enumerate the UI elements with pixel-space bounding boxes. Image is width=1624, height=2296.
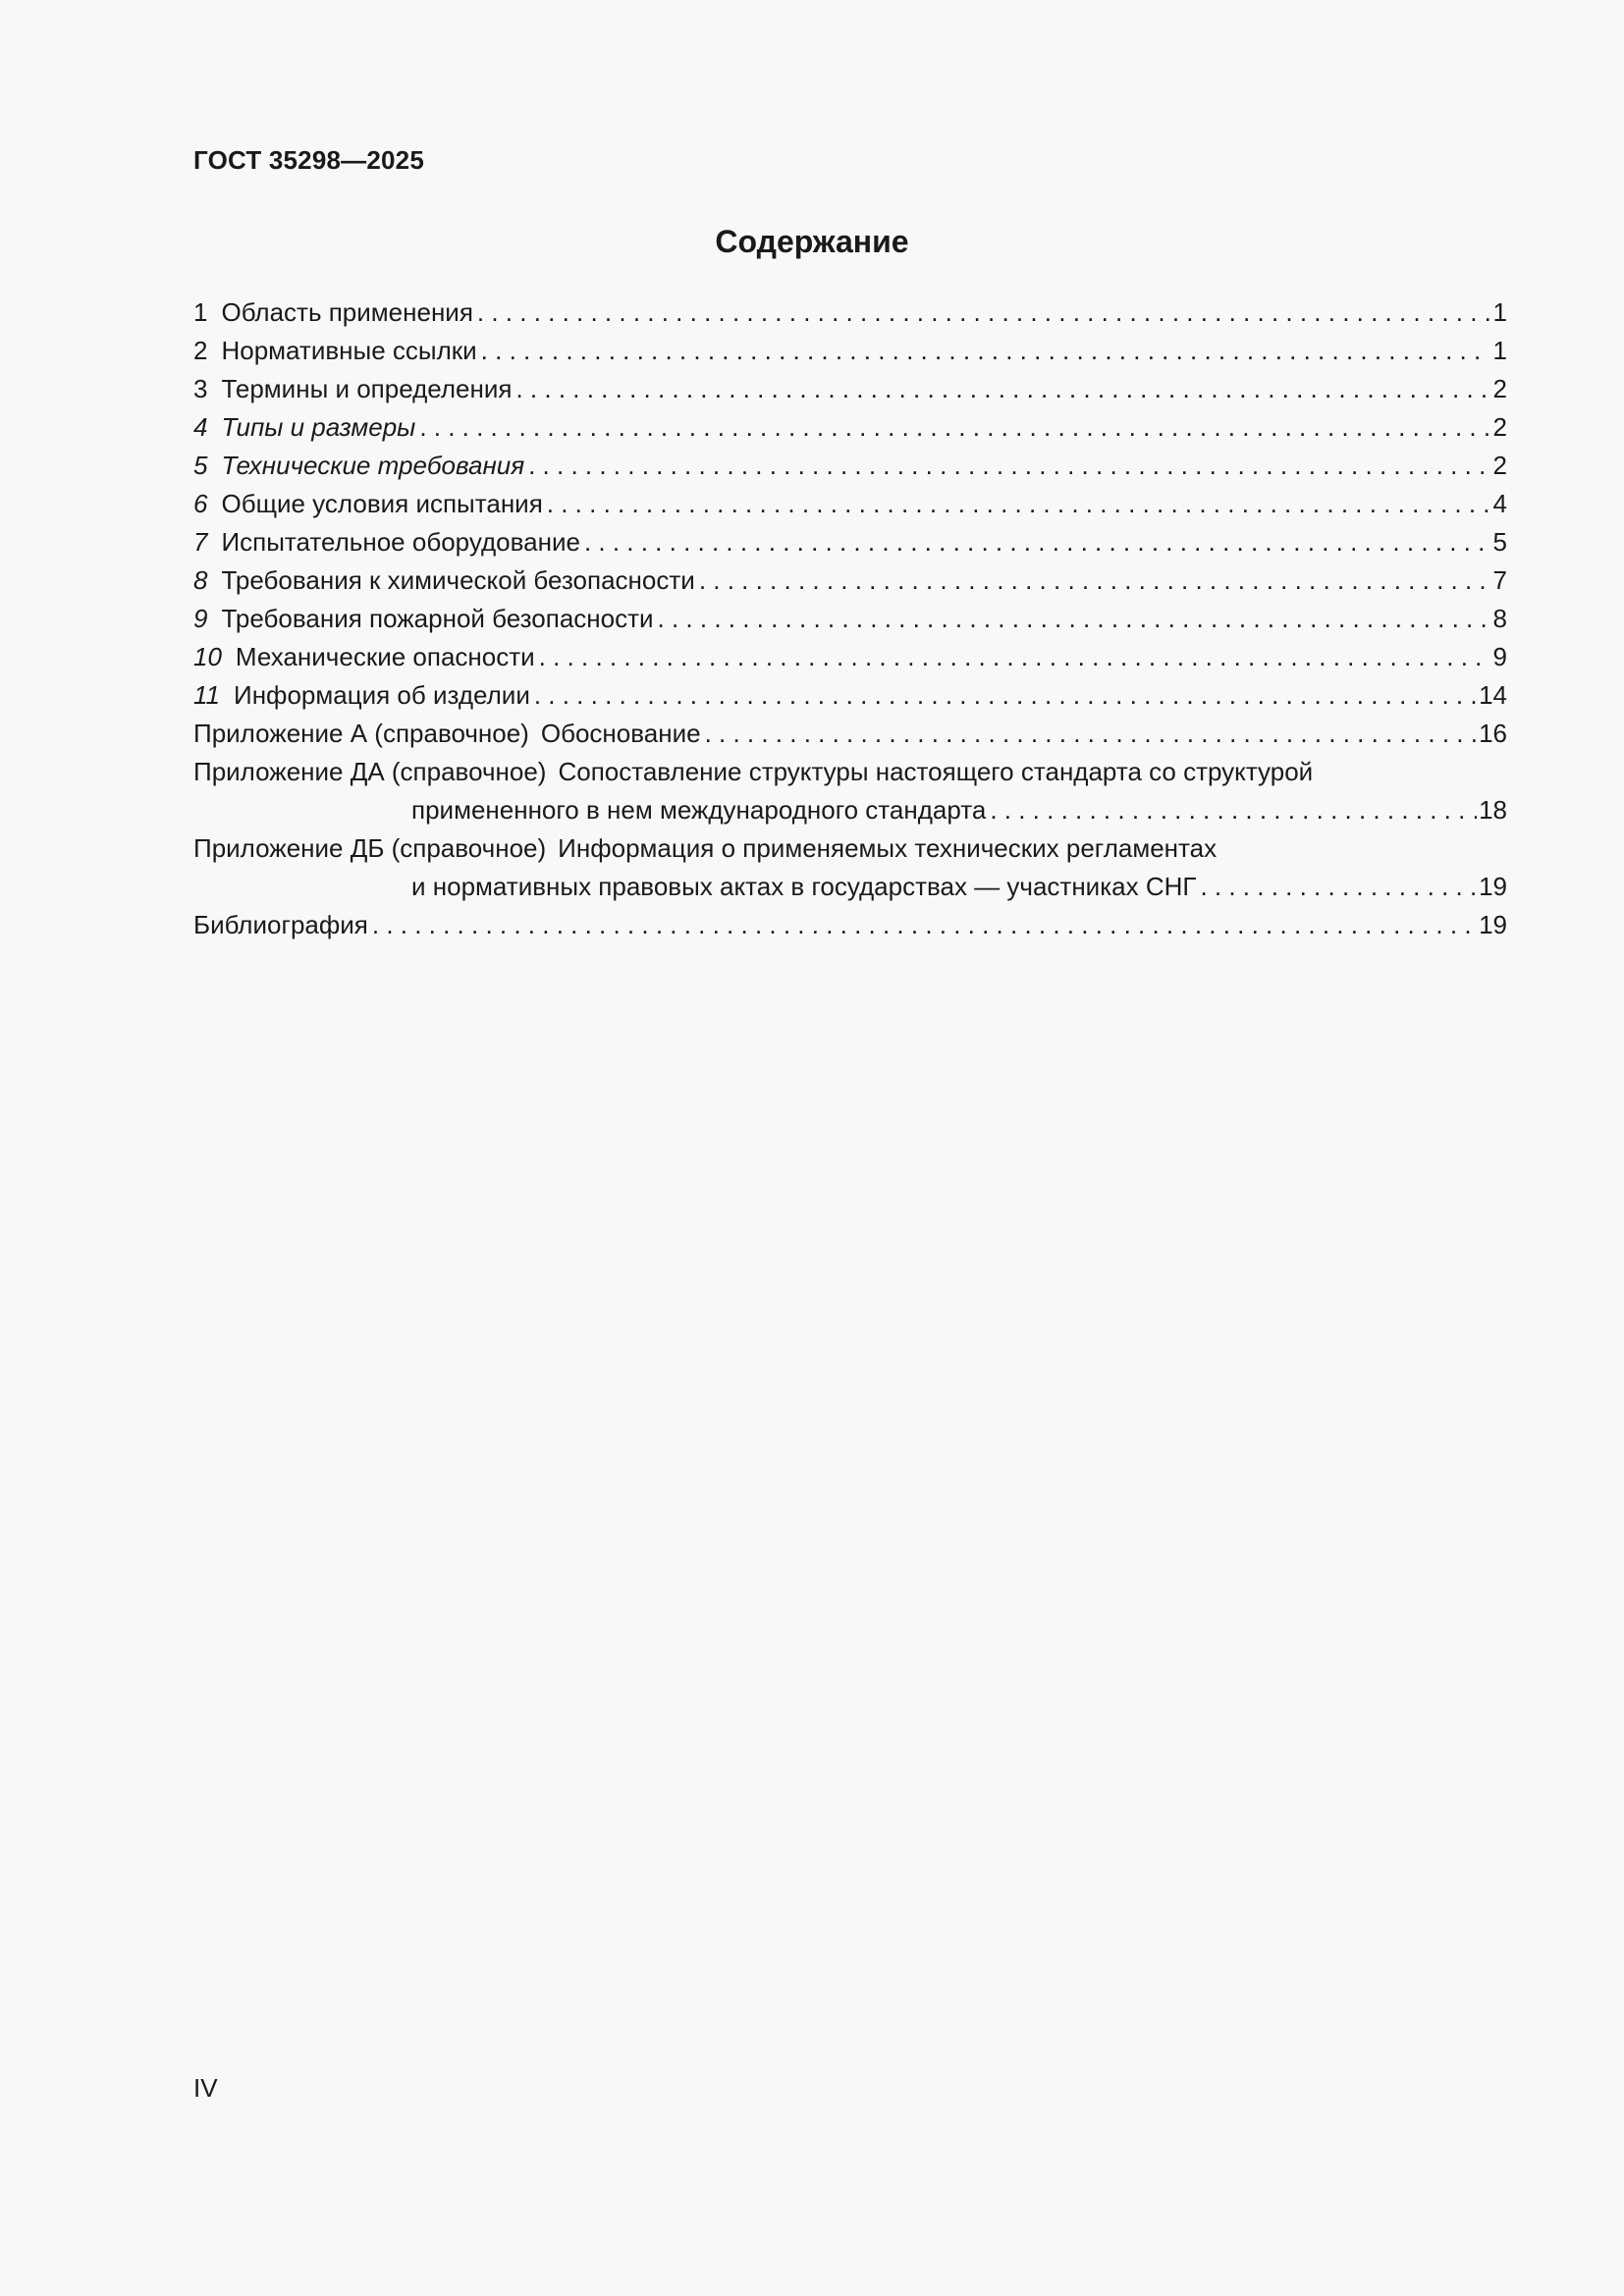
toc-appendix-da[interactable] [193, 749, 1507, 787]
appendix-page: 16 [1479, 719, 1507, 748]
toc-entry-3[interactable] [193, 366, 1507, 404]
toc-entry-4[interactable] [193, 404, 1507, 443]
toc-entry-number: 7 [193, 527, 208, 557]
toc-entry-page: 1 [1492, 336, 1507, 365]
toc-appendix-a[interactable] [193, 711, 1507, 749]
appendix-title-line1: Информация о применяемых технических регламентах [558, 833, 1218, 863]
dot-leader [699, 565, 1489, 596]
toc-appendix-da-continued[interactable] [193, 787, 1507, 826]
toc-entry-title: Общие условия испытания [221, 489, 543, 518]
appendix-page: 18 [1479, 795, 1507, 825]
toc-entry-2[interactable] [193, 328, 1507, 366]
toc-entry-page: 4 [1492, 489, 1507, 518]
toc-entry-number: 2 [193, 336, 208, 365]
appendix-title-line2: примененного в нем международного стандарта [411, 795, 987, 825]
dot-leader [584, 527, 1489, 558]
dot-leader [477, 297, 1489, 328]
toc-entry-8[interactable] [193, 558, 1507, 596]
toc-entry-7[interactable] [193, 519, 1507, 558]
dot-leader [1200, 872, 1477, 902]
dot-leader [658, 604, 1489, 634]
document-id-header: ГОСТ 35298—2025 [193, 145, 424, 175]
toc-entry-title: Область применения [221, 297, 473, 327]
toc-entry-9[interactable] [193, 596, 1507, 634]
toc-entry-title: Испытательное оборудование [221, 527, 580, 557]
dot-leader [705, 719, 1478, 749]
toc-entry-title: Требования к химической безопасности [221, 565, 695, 595]
appendix-label: Приложение А (справочное) [193, 719, 529, 748]
toc-entry-page: 9 [1492, 642, 1507, 671]
toc-entry-title: Требования пожарной безопасности [221, 604, 654, 633]
bibliography-page: 19 [1479, 910, 1507, 939]
page-number: IV [193, 2073, 218, 2103]
toc-entry-11[interactable] [193, 672, 1507, 711]
dot-leader [990, 795, 1477, 826]
dot-leader [528, 451, 1489, 481]
dot-leader [481, 336, 1489, 366]
toc-entry-number: 5 [193, 451, 208, 480]
toc-entry-page: 2 [1492, 451, 1507, 480]
toc-entry-title: Термины и определения [221, 374, 513, 403]
toc-entry-page: 8 [1492, 604, 1507, 633]
toc-entry-number: 4 [193, 412, 208, 442]
toc-entry-1[interactable] [193, 290, 1507, 328]
toc-entry-title: Нормативные ссылки [221, 336, 477, 365]
appendix-title: Обоснование [540, 719, 701, 748]
toc-entry-6[interactable] [193, 481, 1507, 519]
dot-leader [372, 910, 1477, 940]
appendix-label: Приложение ДА (справочное) [193, 757, 547, 786]
dot-leader [419, 412, 1489, 443]
toc-entry-number: 8 [193, 565, 208, 595]
bibliography-title: Библиография [193, 910, 368, 939]
toc-bibliography[interactable] [193, 902, 1507, 940]
toc-entry-page: 14 [1479, 680, 1507, 710]
toc-entry-number: 11 [193, 680, 220, 710]
toc-entry-number: 1 [193, 297, 208, 327]
appendix-title-line1: Сопоставление структуры настоящего стандарта со структурой [558, 757, 1314, 786]
appendix-label: Приложение ДБ (справочное) [193, 833, 547, 863]
appendix-title-line2: и нормативных правовых актах в государствах — участниках СНГ [411, 872, 1197, 901]
toc-entry-title: Информация об изделии [234, 680, 530, 710]
toc-entry-page: 1 [1492, 297, 1507, 327]
dot-leader [534, 680, 1477, 711]
toc-entry-number: 9 [193, 604, 208, 633]
toc-entry-number: 10 [193, 642, 222, 671]
toc-entry-number: 6 [193, 489, 208, 518]
toc-appendix-db-continued[interactable] [193, 864, 1507, 902]
dot-leader [547, 489, 1489, 519]
toc-entry-10[interactable] [193, 634, 1507, 672]
toc-title: Содержание [715, 224, 909, 259]
toc-entry-page: 2 [1492, 374, 1507, 403]
toc-entry-page: 5 [1492, 527, 1507, 557]
toc-entry-page: 7 [1492, 565, 1507, 595]
appendix-page: 19 [1479, 872, 1507, 901]
toc-entry-title: Механические опасности [235, 642, 535, 671]
toc-entry-number: 3 [193, 374, 208, 403]
table-of-contents [193, 290, 1507, 940]
toc-entry-page: 2 [1492, 412, 1507, 442]
toc-entry-5[interactable] [193, 443, 1507, 481]
toc-entry-title: Типы и размеры [221, 412, 416, 442]
toc-entry-title: Технические требования [221, 451, 525, 480]
dot-leader [539, 642, 1489, 672]
dot-leader [515, 374, 1489, 404]
toc-appendix-db[interactable] [193, 826, 1507, 864]
